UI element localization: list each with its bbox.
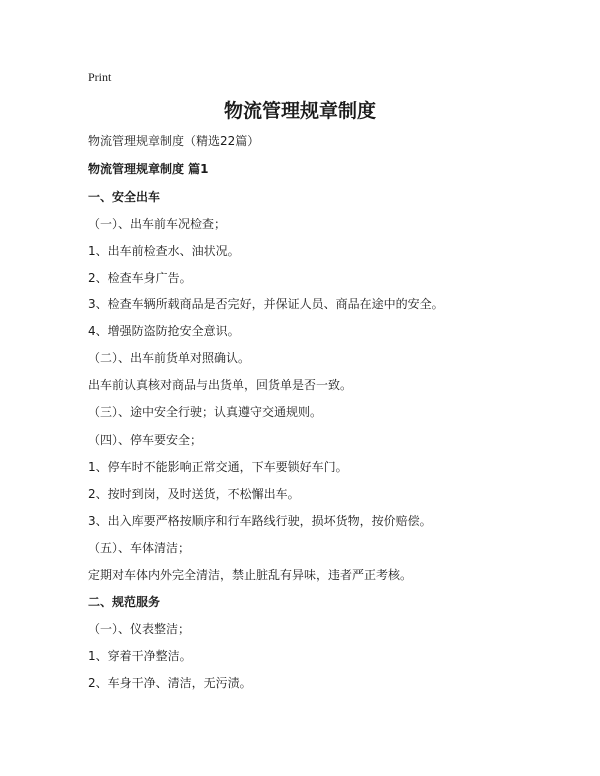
paragraph-line: 3、检查车辆所载商品是否完好，并保证人员、商品在途中的安全。 [88,297,444,311]
paragraph-line: 2、车身干净、清洁，无污渍。 [88,676,252,690]
paragraph-line: （一）、仪表整洁； [88,622,191,636]
paragraph-line: （二）、出车前货单对照确认。 [88,351,251,365]
paragraph-line: 出车前认真核对商品与出货单，回货单是否一致。 [88,378,353,392]
paragraph-line: （五）、车体清洁； [88,541,191,555]
section-title: 物流管理规章制度 篇1 [88,162,209,176]
paragraph-line: 定期对车体内外完全清洁，禁止脏乱有异味，违者严正考核。 [88,568,413,582]
document-subtitle: 物流管理规章制度（精选22篇） [88,134,260,148]
paragraph-line: 2、按时到岗，及时送货，不松懈出车。 [88,487,300,501]
heading-standard-service: 二、规范服务 [88,595,161,609]
paragraph-line: （三）、途中安全行驶；认真遵守交通规则。 [88,405,323,419]
paragraph-line: 1、停车时不能影响正常交通，下车要锁好车门。 [88,460,348,474]
paragraph-line: 2、检查车身广告。 [88,271,192,285]
paragraph-line: 3、出入库要严格按顺序和行车路线行驶，损坏货物，按价赔偿。 [88,514,432,528]
paragraph-line: （一）、出车前车况检查； [88,217,227,231]
paragraph-line: （四）、停车要安全； [88,433,203,447]
print-link[interactable]: Print [88,70,112,84]
heading-safe-departure: 一、安全出车 [88,190,161,204]
paragraph-line: 1、出车前检查水、油状况。 [88,244,240,258]
document-title: 物流管理规章制度 [223,100,376,122]
paragraph-line: 4、增强防盗防抢安全意识。 [88,324,240,338]
paragraph-line: 1、穿着干净整洁。 [88,649,192,663]
